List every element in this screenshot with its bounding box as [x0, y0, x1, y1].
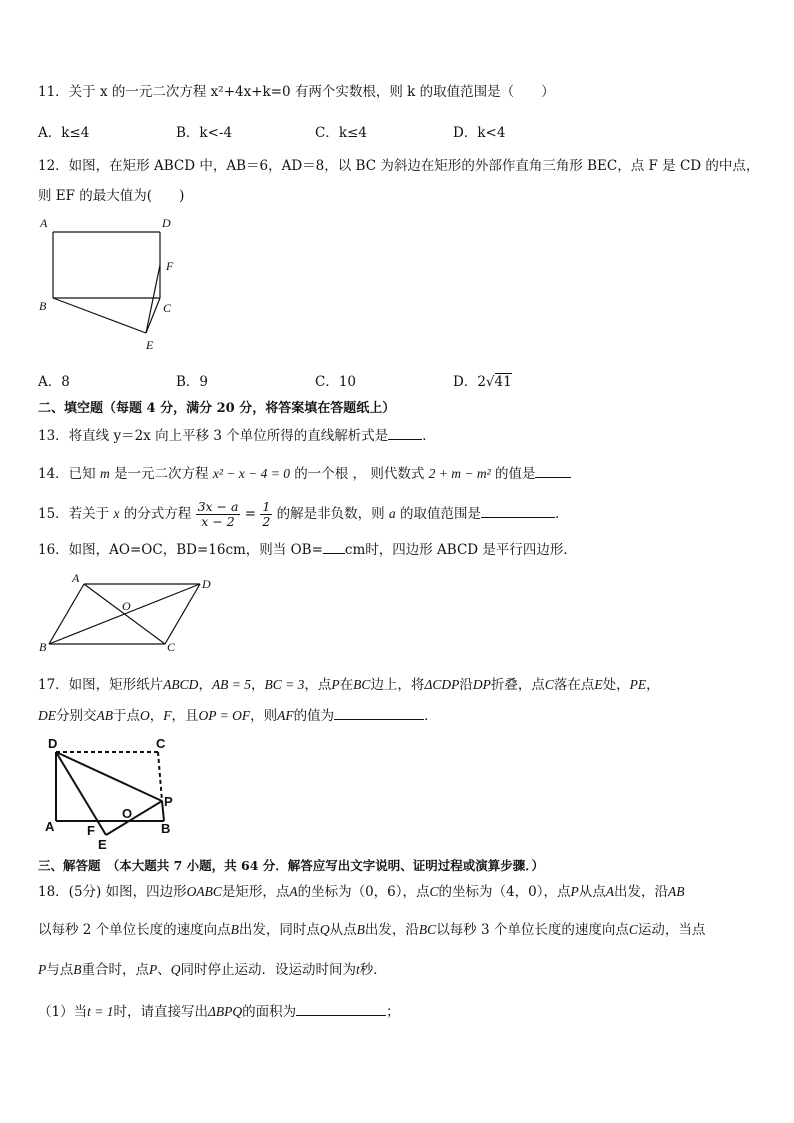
q15-prefix: 15．若关于: [38, 506, 110, 522]
q17-text: 的值为: [293, 708, 335, 724]
question-18-line2: [38, 921, 705, 939]
q17-text: 于点: [113, 708, 140, 724]
q17-text: ，: [149, 708, 164, 724]
q18-text: （1）当: [38, 1004, 88, 1020]
q11-option-b: B．k<-4: [176, 125, 233, 141]
section-3-heading: 三、解答题 （本大题共 7 小题，共 64 分．解答应写出文字说明、证明过程或演算步骤．）: [38, 858, 545, 873]
q16-answer-blank[interactable]: [323, 541, 345, 554]
q18-text: 同时停止运动．设运动时间为: [180, 962, 356, 978]
q14-suffix: 的值是: [494, 466, 536, 482]
q18-text: ；: [386, 1004, 400, 1020]
q17-text: 沿: [459, 677, 473, 693]
q18-math: C: [429, 884, 439, 899]
q17-math: P: [331, 677, 340, 692]
q18-math: B: [356, 922, 365, 937]
question-14: [38, 465, 571, 483]
q12-option-b: B．9: [176, 374, 209, 390]
q12-option-a: A．8: [38, 374, 70, 390]
q17-math: O: [140, 708, 150, 723]
q15-frac2-denominator: 2: [262, 514, 271, 529]
q17-math: AF: [277, 708, 294, 723]
q15-suffix: 的取值范围是: [399, 506, 481, 522]
q18-sub1-answer-blank[interactable]: [296, 1003, 386, 1016]
q11-option-d: D．k<4: [453, 125, 506, 141]
q14-prefix: 14．已知: [38, 466, 96, 482]
q18-math: BC: [418, 922, 437, 937]
q18-text: 出发，沿: [364, 922, 419, 938]
q12-option-d: [453, 370, 512, 390]
q16-edge-ab: [49, 584, 84, 644]
q17-edge-pe: [106, 801, 162, 835]
q12-option-d-radicand: 41: [494, 374, 512, 390]
q17-label-c: C: [156, 736, 166, 751]
q12-figure: [34, 212, 194, 362]
q17-label-b: B: [161, 821, 171, 836]
q16-edge-dc: [165, 584, 200, 644]
q17-label-o: O: [122, 806, 133, 821]
q17-answer-blank[interactable]: [334, 707, 424, 720]
q17-math: AB: [96, 708, 113, 723]
question-18-sub1: [38, 1003, 400, 1021]
q18-math: A: [289, 884, 298, 899]
q17-text: ，则: [250, 708, 278, 724]
q18-text: 以每秒 2 个单位长度的速度向点: [38, 922, 231, 938]
q15-frac1-numerator: 3x − a: [197, 499, 239, 514]
q18-text: 、: [157, 962, 171, 978]
q17-text: ，且: [171, 708, 199, 724]
q17-label-p: P: [164, 794, 173, 809]
q18-math: t: [356, 962, 360, 977]
q14-var-m: m: [99, 466, 110, 481]
q12-label-e: E: [146, 338, 154, 352]
q17-math: C: [544, 677, 554, 692]
q17-text: 在: [339, 677, 354, 693]
q15-fraction-right: [260, 500, 272, 529]
question-11-text: 11．关于 x 的一元二次方程 x²+4x+k=0 有两个实数根，则 k 的取值范围是（ ）: [38, 84, 555, 100]
q18-math: Q: [319, 922, 330, 937]
question-16: [38, 541, 577, 559]
q14-expression: 2 + m − m²: [428, 466, 491, 481]
q12-edge-ce: [146, 298, 160, 333]
q18-text: 的坐标为（0，6），点: [297, 884, 430, 900]
q17-math: AB = 5: [211, 677, 252, 692]
q17-label-f: F: [87, 823, 95, 838]
q17-math: BC: [353, 677, 371, 692]
q17-text: 处，: [602, 677, 630, 693]
q12-label-f: F: [166, 259, 174, 273]
q15-frac2-numerator: 1: [262, 499, 271, 514]
q18-text: 重合时，点: [81, 962, 149, 978]
q12-label-c: C: [163, 301, 172, 315]
q18-math: AB: [667, 884, 685, 899]
q17-text: ，点: [304, 677, 332, 693]
question-13: [38, 427, 436, 445]
q17-math: ΔCDP: [424, 677, 460, 692]
q15-mid2: 的解是非负数，则: [276, 506, 385, 522]
q12-edge-be: [53, 298, 146, 333]
q18-text: 以每秒 3 个单位长度的速度向点: [436, 922, 629, 938]
q15-var-a: a: [388, 506, 396, 521]
q18-text: 的坐标为（4，0），点: [438, 884, 571, 900]
q17-label-e: E: [98, 837, 107, 852]
q17-math: PE: [629, 677, 647, 692]
q18-math: OABC: [186, 884, 222, 899]
q16-suffix: cm时，四边形 ABCD 是平行四边形．: [344, 542, 577, 558]
q16-label-b: B: [39, 640, 47, 654]
q12-option-c: C．10: [315, 374, 357, 390]
q17-math: DE: [38, 708, 56, 723]
sqrt-icon: √: [485, 374, 495, 390]
q17-text: 折叠，点: [490, 677, 545, 693]
q12-label-d: D: [162, 216, 171, 230]
question-18-line3: [38, 961, 387, 979]
q18-math: Q: [170, 962, 181, 977]
q17-label-d: D: [48, 736, 58, 751]
q18-math: A: [605, 884, 614, 899]
q18-text: 从点: [329, 922, 357, 938]
q18-text: 与点: [46, 962, 74, 978]
q17-text: 边上，将: [370, 677, 425, 693]
q17-edge-cp-dashed: [158, 752, 162, 801]
q18-math: ΔBPQ: [207, 1004, 243, 1019]
q18-text: 18．(5分) 如图，四边形: [38, 884, 187, 900]
question-12-line2: 则 EF 的最大值为( ): [38, 188, 185, 204]
q16-diagonal-bd: [49, 584, 200, 644]
q18-math: B: [73, 962, 82, 977]
q12-option-d-label: D．2: [453, 374, 486, 390]
q13-suffix: ．: [422, 428, 436, 444]
q17-figure: [40, 734, 190, 852]
q16-prefix: 16．如图，AO=OC，BD=16cm，则当 OB=: [38, 542, 323, 558]
q11-option-c: C．k≤4: [315, 125, 367, 141]
q18-math: P: [570, 884, 579, 899]
q15-equals: =: [244, 506, 257, 522]
q17-math: DP: [472, 677, 491, 692]
q17-text: 落在点: [553, 677, 595, 693]
q18-text: 运动，当点: [637, 922, 706, 938]
q12-edge-fe: [146, 265, 160, 333]
q16-label-a: A: [72, 572, 80, 585]
q15-answer-blank[interactable]: [481, 505, 555, 518]
q16-label-d: D: [202, 577, 211, 591]
q13-answer-blank[interactable]: [388, 427, 422, 440]
q18-text: 出发，同时点: [238, 922, 320, 938]
question-12-line1: 12．如图，在矩形 ABCD 中，AB＝6，AD＝8，以 BC 为斜边在矩形的外部作直角三角形 BEC，点 F 是 CD 的中点，: [38, 158, 760, 174]
q18-math: C: [628, 922, 638, 937]
q18-math: P: [38, 962, 47, 977]
q14-mid2: 的一个根 ， 则代数式: [294, 466, 425, 482]
q14-mid: 是一元二次方程: [114, 466, 209, 482]
q16-label-o: O: [122, 599, 131, 613]
q15-frac1-denominator: x − 2: [201, 514, 235, 529]
q17-math: E: [594, 677, 603, 692]
q18-text: 秒．: [359, 962, 387, 978]
q17-math: ABCD: [163, 677, 199, 692]
q14-equation: x² − x − 4 = 0: [212, 466, 290, 481]
q18-text: 时，请直接写出: [113, 1004, 208, 1020]
q18-text: 从点: [578, 884, 606, 900]
q17-text: ，: [251, 677, 265, 693]
q18-text: 的面积为: [242, 1004, 297, 1020]
q12-label-b: B: [39, 299, 47, 313]
q17-text: ．: [424, 708, 438, 724]
q17-label-a: A: [45, 819, 55, 834]
q17-math: BC = 3: [264, 677, 305, 692]
q18-text: 是矩形，点: [221, 884, 290, 900]
section-2-heading: 二、填空题（每题 4 分，满分 20 分，将答案填在答题纸上）: [38, 401, 396, 416]
q17-text: 分别交: [56, 708, 97, 724]
q16-label-c: C: [167, 640, 176, 654]
q15-mid: 的分式方程: [123, 506, 192, 522]
question-15: [38, 497, 568, 531]
q18-math: t = 1: [87, 1004, 114, 1019]
q12-label-a: A: [40, 216, 48, 230]
q17-math: F: [163, 708, 172, 723]
question-18-line1: [38, 883, 684, 901]
q17-text: ，: [198, 677, 212, 693]
q14-answer-blank[interactable]: [535, 465, 571, 478]
q18-math: B: [230, 922, 239, 937]
question-17-line2: [38, 707, 438, 725]
q15-fraction-left: [196, 500, 241, 529]
q15-var-x: x: [113, 506, 120, 521]
question-17-line1: [38, 676, 660, 694]
q13-prefix: 13．将直线 y＝2x 向上平移 3 个单位所得的直线解析式是: [38, 428, 389, 444]
q16-figure: [36, 572, 226, 654]
q18-math: P: [149, 962, 158, 977]
q17-math: OP = OF: [198, 708, 251, 723]
q11-option-a: A．k≤4: [38, 125, 90, 141]
q15-end: ．: [554, 506, 569, 522]
q18-text: 出发，沿: [613, 884, 668, 900]
q17-text: ，: [646, 677, 660, 693]
q17-text: 17．如图，矩形纸片: [38, 677, 164, 693]
